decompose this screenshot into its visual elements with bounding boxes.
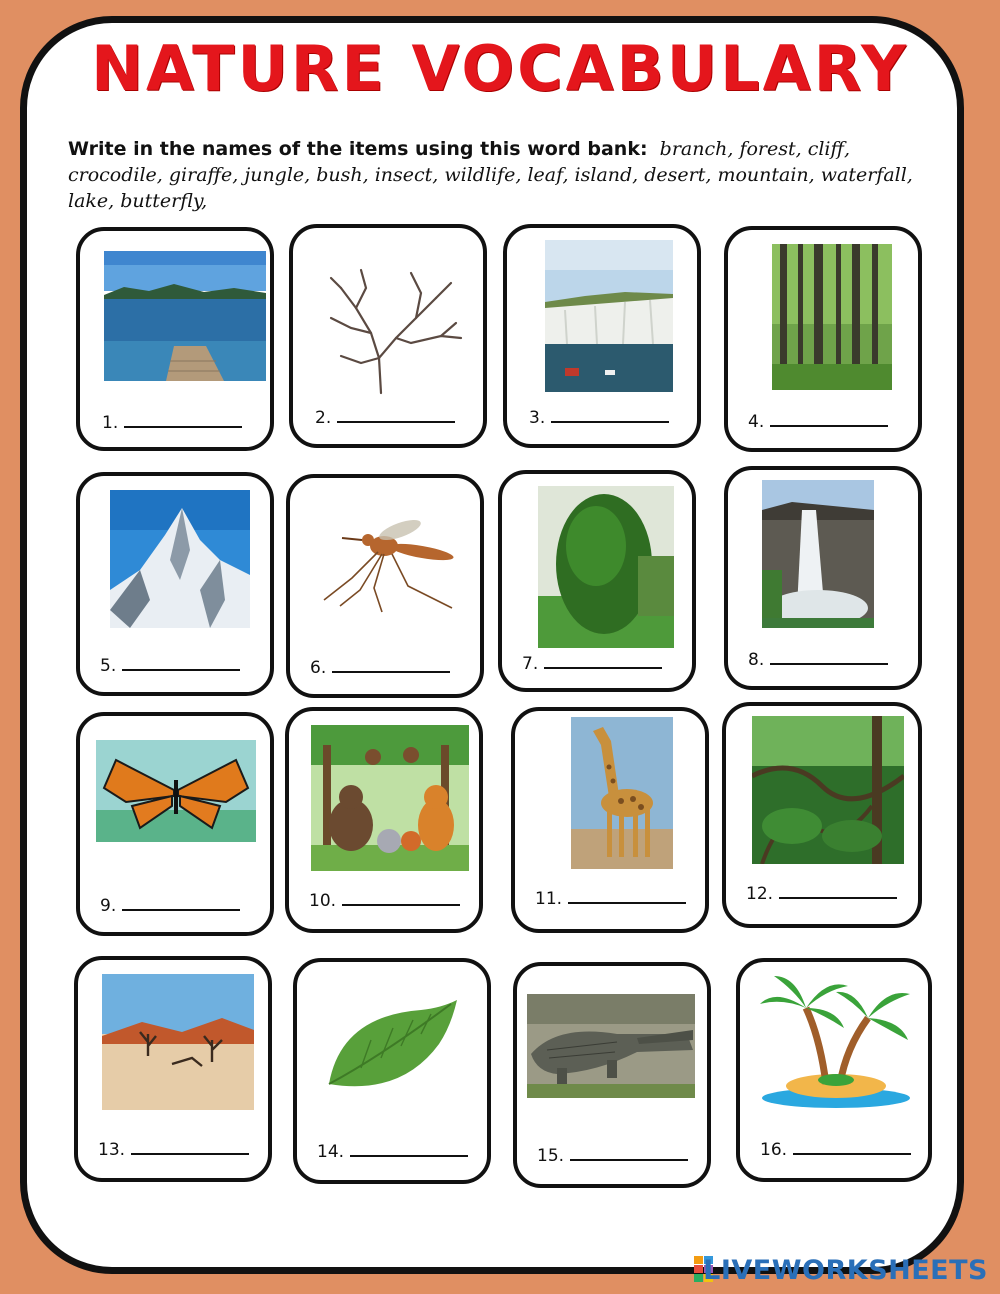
item-card-15 xyxy=(513,962,711,1188)
item-card-12 xyxy=(722,702,922,928)
answer-label-9[interactable] xyxy=(100,896,240,916)
waterfall-image xyxy=(762,480,874,628)
answer-label-3[interactable] xyxy=(529,408,669,428)
answer-label-7[interactable] xyxy=(522,654,662,674)
answer-blank[interactable] xyxy=(544,666,662,669)
item-card-9 xyxy=(76,712,274,936)
item-number: 3. xyxy=(529,408,546,428)
item-card-16 xyxy=(736,958,932,1182)
answer-blank[interactable] xyxy=(122,908,240,911)
item-card-11 xyxy=(511,707,709,933)
leaf-image xyxy=(321,996,461,1092)
cliff-image xyxy=(545,240,673,392)
island-image xyxy=(756,968,916,1110)
branch-image xyxy=(311,258,471,398)
word-bank: branch, forest, cliff, crocodile, giraffe, jungle, bush, insect, wildlife, leaf, island, desert, mountain, waterfall, lake, butterfly, xyxy=(68,138,913,212)
answer-blank[interactable] xyxy=(568,901,686,904)
item-card-14 xyxy=(293,958,491,1184)
answer-blank[interactable] xyxy=(350,1154,468,1157)
insect-image xyxy=(312,508,468,618)
answer-label-16[interactable] xyxy=(760,1140,911,1160)
answer-label-12[interactable] xyxy=(746,884,897,904)
answer-label-11[interactable] xyxy=(535,889,686,909)
answer-label-4[interactable] xyxy=(748,412,888,432)
answer-blank[interactable] xyxy=(342,903,460,906)
item-card-2 xyxy=(289,224,487,448)
answer-label-10[interactable] xyxy=(309,891,460,911)
desert-image xyxy=(102,974,254,1110)
instructions-lead: Write in the names of the items using this word bank: xyxy=(68,138,648,160)
item-number: 9. xyxy=(100,896,117,916)
item-number: 1. xyxy=(102,413,119,433)
item-card-8 xyxy=(724,466,922,690)
butterfly-image xyxy=(96,740,256,842)
answer-blank[interactable] xyxy=(770,424,888,427)
answer-blank[interactable] xyxy=(122,668,240,671)
lake-image xyxy=(104,251,266,381)
answer-blank[interactable] xyxy=(793,1152,911,1155)
item-card-7 xyxy=(498,470,696,692)
item-number: 11. xyxy=(535,889,563,909)
item-card-10 xyxy=(285,707,483,933)
wildlife-image xyxy=(311,725,469,871)
answer-blank[interactable] xyxy=(779,896,897,899)
answer-blank[interactable] xyxy=(131,1152,249,1155)
item-number: 8. xyxy=(748,650,765,670)
mountain-image xyxy=(110,490,250,628)
item-number: 15. xyxy=(537,1146,565,1166)
item-number: 2. xyxy=(315,408,332,428)
answer-label-6[interactable] xyxy=(310,658,450,678)
item-number: 5. xyxy=(100,656,117,676)
item-number: 13. xyxy=(98,1140,126,1160)
answer-label-13[interactable] xyxy=(98,1140,249,1160)
item-card-13 xyxy=(74,956,272,1182)
answer-label-5[interactable] xyxy=(100,656,240,676)
item-number: 14. xyxy=(317,1142,345,1162)
item-number: 10. xyxy=(309,891,337,911)
item-card-4 xyxy=(724,226,922,452)
answer-label-8[interactable] xyxy=(748,650,888,670)
item-number: 7. xyxy=(522,654,539,674)
item-card-3 xyxy=(503,224,701,448)
answer-blank[interactable] xyxy=(337,420,455,423)
answer-blank[interactable] xyxy=(124,425,242,428)
item-number: 16. xyxy=(760,1140,788,1160)
instructions xyxy=(68,136,948,214)
crocodile-image xyxy=(527,994,695,1098)
item-number: 4. xyxy=(748,412,765,432)
answer-label-2[interactable] xyxy=(315,408,455,428)
bush-image xyxy=(538,486,674,648)
answer-blank[interactable] xyxy=(551,420,669,423)
answer-label-15[interactable] xyxy=(537,1146,688,1166)
forest-image xyxy=(772,244,892,390)
answer-label-1[interactable] xyxy=(102,413,242,433)
answer-blank[interactable] xyxy=(332,670,450,673)
giraffe-image xyxy=(571,717,673,869)
item-number: 6. xyxy=(310,658,327,678)
item-card-5 xyxy=(76,472,274,696)
footer-brand[interactable]: LIVEWORKSHEETS xyxy=(703,1255,988,1286)
item-number: 12. xyxy=(746,884,774,904)
answer-blank[interactable] xyxy=(770,662,888,665)
page-title: NATURE VOCABULARY xyxy=(91,32,909,105)
jungle-image xyxy=(752,716,904,864)
item-card-1 xyxy=(76,227,274,451)
answer-label-14[interactable] xyxy=(317,1142,468,1162)
item-card-6 xyxy=(286,474,484,698)
answer-blank[interactable] xyxy=(570,1158,688,1161)
